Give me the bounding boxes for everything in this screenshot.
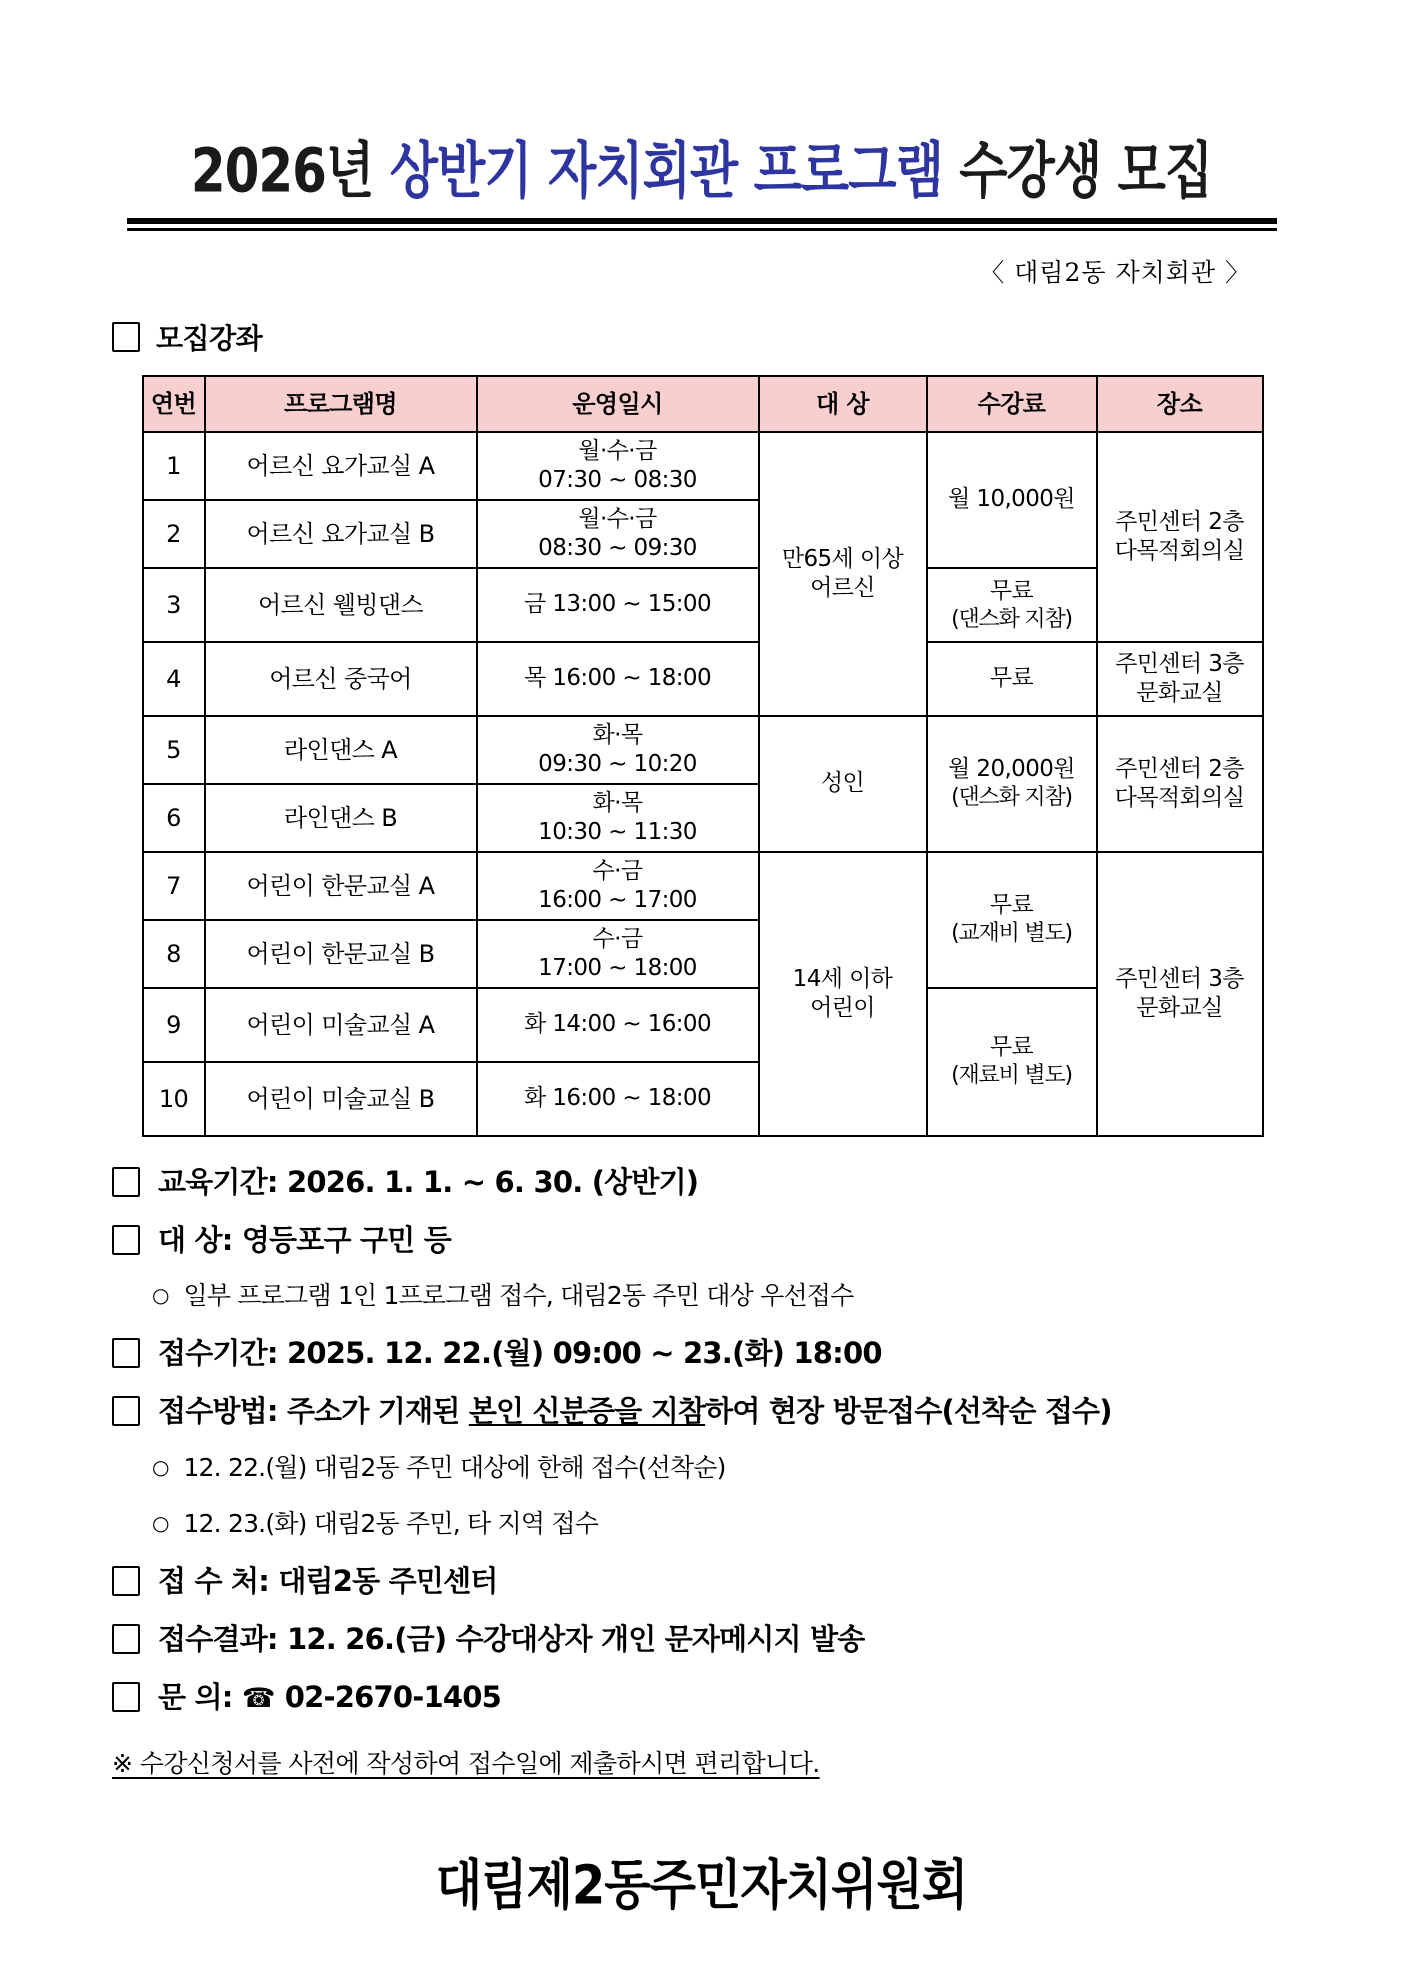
cell-schedule: 화 16:00 ~ 18:00 bbox=[477, 1062, 759, 1136]
cell-schedule bbox=[477, 716, 759, 784]
cell-schedule bbox=[477, 852, 759, 920]
cell-schedule: 목 16:00 ~ 18:00 bbox=[477, 642, 759, 716]
col-header-program: 프로그램명 bbox=[205, 376, 477, 432]
info-contact-text bbox=[158, 1679, 502, 1714]
fee-note: (재료비 별도) bbox=[951, 1063, 1072, 1089]
info-item-application-period bbox=[112, 1338, 1403, 1370]
divider-thin bbox=[127, 228, 1277, 231]
fee-note: (댄스화 지참) bbox=[951, 785, 1072, 811]
place-line1: 주민센터 3층 bbox=[1115, 650, 1244, 677]
cell-schedule: 화 14:00 ~ 16:00 bbox=[477, 988, 759, 1062]
method-suffix: 하여 현장 방문접수(선착순 접수) bbox=[705, 1394, 1112, 1429]
place-line1: 주민센터 3층 bbox=[1115, 965, 1244, 992]
cell-place bbox=[1097, 432, 1263, 642]
cell-fee bbox=[927, 568, 1097, 642]
circle-bullet-icon: ○ bbox=[152, 1455, 170, 1480]
sub-bullet-method-2-text: 12. 23.(화) 대림2동 주민, 타 지역 접수 bbox=[183, 1509, 599, 1539]
place-line2: 문화교실 bbox=[1136, 679, 1223, 706]
program-table-wrap bbox=[142, 375, 1262, 1137]
table-row bbox=[143, 988, 1263, 1062]
contact-prefix: 문 의: bbox=[158, 1679, 242, 1714]
method-prefix: 접수방법: 주소가 기재된 bbox=[158, 1394, 469, 1429]
schedule-days: 수·금 bbox=[592, 857, 643, 884]
target-line1: 14세 이하 bbox=[792, 965, 893, 992]
schedule-days: 월·수·금 bbox=[578, 505, 657, 532]
place-line1: 주민센터 2층 bbox=[1115, 755, 1244, 782]
schedule-range: 16:00 ~ 17:00 bbox=[538, 886, 697, 913]
cell-program: 어르신 웰빙댄스 bbox=[205, 568, 477, 642]
checkbox-icon bbox=[112, 1225, 140, 1255]
info-item-application-place bbox=[112, 1566, 1403, 1598]
schedule-days: 수·금 bbox=[592, 925, 643, 952]
info-application-period-text: 접수기간: 2025. 12. 22.(월) 09:00 ~ 23.(화) 18:00 bbox=[158, 1336, 882, 1371]
cell-program: 어린이 미술교실 A bbox=[205, 988, 477, 1062]
col-header-fee: 수강료 bbox=[927, 376, 1097, 432]
circle-bullet-icon: ○ bbox=[152, 1511, 170, 1536]
schedule-days: 화·목 bbox=[592, 789, 643, 816]
fee-main: 월 10,000원 bbox=[948, 486, 1075, 513]
page-title bbox=[190, 135, 1213, 207]
table-row bbox=[143, 568, 1263, 642]
target-line1: 만65세 이상 bbox=[781, 545, 904, 572]
program-table bbox=[142, 375, 1264, 1137]
target-line2: 어르신 bbox=[810, 574, 875, 601]
info-item-application-method bbox=[112, 1396, 1403, 1428]
fee-main: 무료 bbox=[989, 577, 1034, 604]
place-line2: 문화교실 bbox=[1136, 994, 1223, 1021]
info-target-text: 대 상: 영등포구 구민 등 bbox=[158, 1222, 451, 1257]
cell-no: 9 bbox=[143, 988, 205, 1062]
target-line1: 성인 bbox=[820, 770, 865, 797]
cell-no: 8 bbox=[143, 920, 205, 988]
telephone-icon: ☎ bbox=[241, 1682, 276, 1714]
cell-program: 라인댄스 A bbox=[205, 716, 477, 784]
subtitle: 〈 대림2동 자치회관 〉 bbox=[979, 258, 1251, 287]
cell-program: 어린이 한문교실 A bbox=[205, 852, 477, 920]
cell-schedule bbox=[477, 920, 759, 988]
sub-bullet-target-note bbox=[152, 1276, 1403, 1312]
title-block bbox=[0, 135, 1403, 207]
cell-fee bbox=[927, 432, 1097, 568]
cell-no: 7 bbox=[143, 852, 205, 920]
place-line1: 주민센터 2층 bbox=[1115, 508, 1244, 535]
table-row bbox=[143, 432, 1263, 500]
cell-no: 4 bbox=[143, 642, 205, 716]
target-line2: 어린이 bbox=[810, 994, 875, 1021]
method-emphasis: 본인 신분증을 지참 bbox=[468, 1394, 706, 1429]
cell-program: 어르신 요가교실 B bbox=[205, 500, 477, 568]
footnote: ※ 수강신청서를 사전에 작성하여 접수일에 제출하시면 편리합니다. bbox=[112, 1748, 820, 1778]
sub-bullet-method-1-text: 12. 22.(월) 대림2동 주민 대상에 한해 접수(선착순) bbox=[183, 1453, 726, 1483]
title-tail: 수강생 모집 bbox=[959, 135, 1213, 207]
cell-schedule bbox=[477, 784, 759, 852]
cell-no: 10 bbox=[143, 1062, 205, 1136]
section-heading-label: 모집강좌 bbox=[156, 322, 263, 355]
schedule-range: 09:30 ~ 10:20 bbox=[538, 750, 697, 777]
cell-no: 6 bbox=[143, 784, 205, 852]
schedule-range: 17:00 ~ 18:00 bbox=[538, 954, 697, 981]
info-result-text: 접수결과: 12. 26.(금) 수강대상자 개인 문자메시지 발송 bbox=[158, 1622, 865, 1657]
contact-number: 02-2670-1405 bbox=[275, 1679, 502, 1714]
cell-program: 어르신 요가교실 A bbox=[205, 432, 477, 500]
cell-program: 라인댄스 B bbox=[205, 784, 477, 852]
cell-fee bbox=[927, 716, 1097, 852]
cell-schedule: 금 13:00 ~ 15:00 bbox=[477, 568, 759, 642]
fee-main: 월 20,000원 bbox=[948, 756, 1075, 783]
fee-main: 무료 bbox=[989, 665, 1034, 692]
info-item-result bbox=[112, 1624, 1403, 1656]
table-row bbox=[143, 642, 1263, 716]
cell-schedule bbox=[477, 432, 759, 500]
cell-no: 1 bbox=[143, 432, 205, 500]
cell-place bbox=[1097, 716, 1263, 852]
cell-no: 2 bbox=[143, 500, 205, 568]
sub-bullet-target-text: 일부 프로그램 1인 1프로그램 접수, 대림2동 주민 대상 우선접수 bbox=[183, 1281, 854, 1311]
cell-place bbox=[1097, 642, 1263, 716]
info-application-place-text: 접 수 처: 대림2동 주민센터 bbox=[158, 1564, 498, 1599]
schedule-range: 07:30 ~ 08:30 bbox=[538, 466, 697, 493]
title-divider bbox=[127, 218, 1277, 231]
schedule-range: 10:30 ~ 11:30 bbox=[538, 818, 697, 845]
table-header-row bbox=[143, 376, 1263, 432]
checkbox-icon bbox=[112, 1338, 140, 1368]
circle-bullet-icon: ○ bbox=[152, 1283, 170, 1308]
cell-program: 어린이 한문교실 B bbox=[205, 920, 477, 988]
info-application-method-text bbox=[158, 1396, 1112, 1428]
col-header-target: 대 상 bbox=[759, 376, 927, 432]
info-period-text: 교육기간: 2026. 1. 1. ~ 6. 30. (상반기) bbox=[158, 1164, 699, 1199]
cell-target bbox=[759, 852, 927, 1136]
info-item-contact bbox=[112, 1679, 1403, 1714]
cell-no: 5 bbox=[143, 716, 205, 784]
schedule-days: 화·목 bbox=[592, 721, 643, 748]
schedule-range: 08:30 ~ 09:30 bbox=[538, 534, 697, 561]
title-year: 2026년 bbox=[190, 135, 374, 207]
col-header-no: 연번 bbox=[143, 376, 205, 432]
checkbox-icon bbox=[112, 1624, 140, 1654]
cell-target bbox=[759, 716, 927, 852]
fee-main: 무료 bbox=[989, 892, 1034, 919]
cell-fee bbox=[927, 852, 1097, 988]
cell-schedule bbox=[477, 500, 759, 568]
place-line2: 다목적회의실 bbox=[1114, 537, 1245, 564]
schedule-days: 월·수·금 bbox=[578, 438, 657, 464]
footer-organization: 대림제2동주민자치위원회 bbox=[435, 1854, 968, 1917]
section-heading-row bbox=[112, 317, 1403, 357]
cell-target bbox=[759, 432, 927, 716]
sub-bullet-method-2 bbox=[152, 1504, 1403, 1540]
title-highlight: 상반기 자치회관 프로그램 bbox=[389, 135, 943, 207]
fee-note: (교재비 별도) bbox=[951, 921, 1072, 947]
place-line2: 다목적회의실 bbox=[1114, 784, 1245, 811]
cell-place bbox=[1097, 852, 1263, 1136]
info-item-period bbox=[112, 1164, 1403, 1199]
cell-no: 3 bbox=[143, 568, 205, 642]
cell-fee bbox=[927, 988, 1097, 1136]
col-header-place: 장소 bbox=[1097, 376, 1263, 432]
checkbox-icon bbox=[112, 1682, 140, 1712]
table-row bbox=[143, 852, 1263, 920]
fee-note: (댄스화 지참) bbox=[951, 606, 1072, 632]
checkbox-icon bbox=[112, 1566, 140, 1596]
table-row bbox=[143, 716, 1263, 784]
info-item-target bbox=[112, 1222, 1403, 1257]
sub-bullet-method-1 bbox=[152, 1448, 1403, 1484]
cell-program: 어린이 미술교실 B bbox=[205, 1062, 477, 1136]
col-header-schedule: 운영일시 bbox=[477, 376, 759, 432]
fee-main: 무료 bbox=[989, 1034, 1034, 1061]
cell-program: 어르신 중국어 bbox=[205, 642, 477, 716]
checkbox-icon bbox=[112, 1396, 140, 1426]
info-list bbox=[0, 1164, 1403, 1780]
checkbox-icon bbox=[112, 322, 140, 352]
cell-fee bbox=[927, 642, 1097, 716]
checkbox-icon bbox=[112, 1167, 140, 1197]
